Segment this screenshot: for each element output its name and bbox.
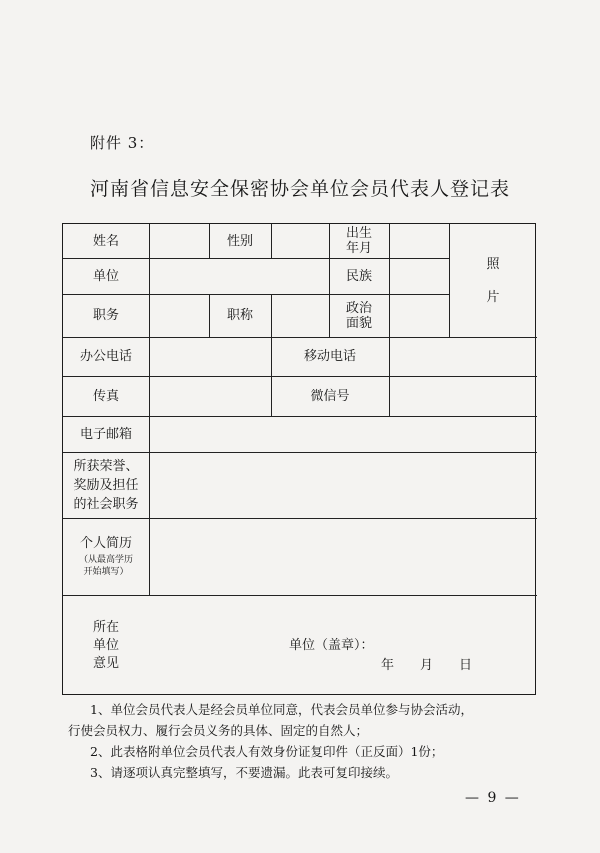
mobile-phone-field[interactable] xyxy=(389,337,537,376)
photo-label-line1: 照 xyxy=(486,256,500,272)
photo-label-line2: 片 xyxy=(486,289,500,305)
label-wechat: 微信号 xyxy=(310,388,350,404)
label-name: 姓名 xyxy=(92,233,119,249)
label-political-line2: 面貌 xyxy=(345,315,372,331)
birth-date-field[interactable] xyxy=(389,224,449,258)
label-office-phone: 办公电话 xyxy=(79,349,132,364)
label-mobile-phone: 移动电话 xyxy=(303,349,356,364)
name-field[interactable] xyxy=(149,224,209,258)
label-honors xyxy=(63,452,149,518)
label-honors-line1: 所获荣誉、 xyxy=(73,458,139,474)
label-resume-line2: （从最高学历 xyxy=(78,554,133,565)
honors-field[interactable] xyxy=(149,452,537,518)
email-field[interactable] xyxy=(149,416,537,452)
fax-field[interactable] xyxy=(149,376,271,416)
label-position: 职务 xyxy=(92,308,119,323)
note-1-line2: 行使会员权力、履行会员义务的具体、固定的自然人； xyxy=(68,723,369,738)
label-birth-line1: 出生 xyxy=(345,226,372,241)
form-title: 河南省信息安全保密协会单位会员代表人登记表 xyxy=(89,178,510,200)
gender-field[interactable] xyxy=(271,224,329,258)
label-unit-opinion xyxy=(63,595,149,696)
label-honors-line2: 奖励及担任 xyxy=(73,477,139,493)
unit-field[interactable] xyxy=(149,258,329,294)
notes-section xyxy=(68,699,560,783)
label-gender: 性别 xyxy=(226,233,253,249)
photo-box[interactable] xyxy=(449,224,537,337)
date-label: 年 月 日 xyxy=(381,657,473,673)
label-unit: 单位 xyxy=(92,268,119,284)
resume-field[interactable] xyxy=(149,518,537,595)
label-opinion-line1: 所在 xyxy=(92,620,119,635)
label-political-line1: 政治 xyxy=(345,300,372,316)
wechat-field[interactable] xyxy=(389,376,537,416)
label-fax: 传真 xyxy=(92,388,119,404)
note-3: 3、请逐项认真完整填写，不要遗漏。此表可复印接续。 xyxy=(90,765,398,780)
label-resume-line1: 个人简历 xyxy=(79,535,132,551)
label-title-rank: 职称 xyxy=(226,308,253,323)
label-ethnicity: 民族 xyxy=(345,268,372,284)
attachment-label: 附件 3： xyxy=(90,134,155,152)
ethnicity-field[interactable] xyxy=(389,258,449,294)
label-political-status xyxy=(329,294,389,337)
registration-form-table xyxy=(62,223,536,695)
office-phone-field[interactable] xyxy=(149,337,271,376)
political-status-field[interactable] xyxy=(389,294,449,337)
note-2: 2、此表格附单位会员代表人有效身份证复印件（正反面）1份； xyxy=(90,744,444,759)
label-opinion-line2: 单位 xyxy=(92,638,119,653)
label-birth-date xyxy=(329,224,389,258)
seal-label: 单位（盖章）： xyxy=(289,637,374,653)
label-email: 电子邮箱 xyxy=(79,426,132,442)
label-honors-line3: 的社会职务 xyxy=(73,496,139,512)
position-field[interactable] xyxy=(149,294,209,337)
label-birth-line2: 年月 xyxy=(345,241,372,256)
label-resume-line3: 开始填写） xyxy=(83,566,129,577)
note-1-line1: 1、单位会员代表人是经会员单位同意，代表会员单位参与协会活动， xyxy=(90,702,473,717)
page-number: — 9 — xyxy=(465,790,521,806)
title-rank-field[interactable] xyxy=(271,294,329,337)
label-resume xyxy=(63,518,149,595)
label-opinion-line3: 意见 xyxy=(92,656,119,671)
